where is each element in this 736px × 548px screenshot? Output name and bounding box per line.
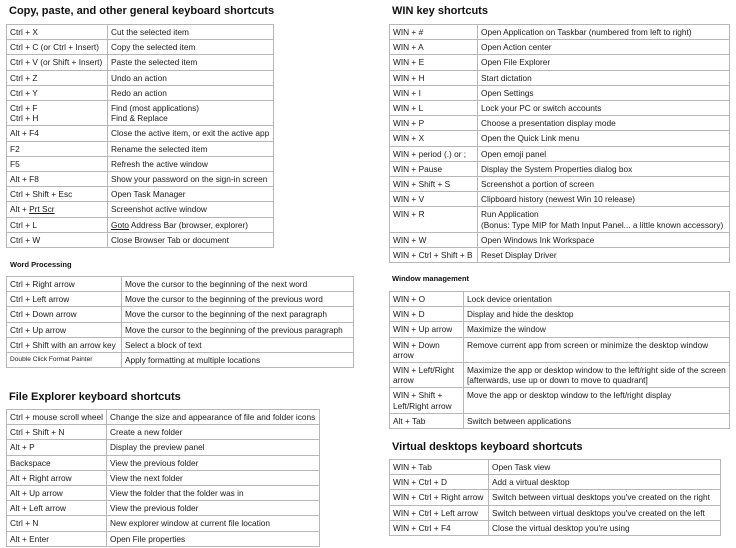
table-row <box>7 70 274 85</box>
shortcut-action <box>108 101 274 126</box>
shortcut-action: Rename the selected item <box>108 141 274 156</box>
shortcut-action: New explorer window at current file location <box>107 516 320 531</box>
shortcut-key: F2 <box>7 141 108 156</box>
shortcut-key: Alt + Left arrow <box>7 501 107 516</box>
shortcut-action: Change the size and appearance of file and folder icons <box>107 410 320 425</box>
table-row <box>390 248 730 263</box>
shortcut-action: Undo an action <box>108 70 274 85</box>
shortcut-key: Ctrl + Z <box>7 70 108 85</box>
table-row <box>390 490 721 505</box>
shortcut-action: Open Task view <box>489 460 721 475</box>
shortcut-key: Alt + P <box>7 440 107 455</box>
shortcut-key: WIN + O <box>390 292 464 307</box>
table-row <box>7 486 320 501</box>
shortcut-key: Ctrl + N <box>7 516 107 531</box>
table-row <box>7 55 274 70</box>
shortcut-action: Open Application on Taskbar (numbered from left to right) <box>478 25 730 40</box>
shortcut-action: Clipboard history (newest Win 10 release) <box>478 192 730 207</box>
shortcut-key: Alt + Up arrow <box>7 486 107 501</box>
table-row <box>390 146 730 161</box>
table-row <box>7 141 274 156</box>
shortcut-action: Display and hide the desktop <box>464 307 730 322</box>
shortcut-key: WIN + L <box>390 101 478 116</box>
shortcut-key: WIN + D <box>390 307 464 322</box>
shortcut-key: WIN + period (.) or ; <box>390 146 478 161</box>
shortcut-key: WIN + W <box>390 232 478 247</box>
shortcut-key: WIN + Left/Right arrow <box>390 363 464 388</box>
shortcut-action: Close the active item, or exit the active app <box>108 126 274 141</box>
table-row <box>7 531 320 546</box>
shortcut-key: Ctrl + Down arrow <box>7 307 122 322</box>
shortcut-action: Move the cursor to the beginning of the previous word <box>122 292 354 307</box>
shortcut-action: Select a block of text <box>122 337 354 352</box>
shortcut-action: Open Task Manager <box>108 187 274 202</box>
table-row <box>390 232 730 247</box>
table-row <box>7 501 320 516</box>
shortcut-action: Screenshot a portion of screen <box>478 177 730 192</box>
table-row <box>7 292 354 307</box>
shortcut-key: WIN + H <box>390 70 478 85</box>
shortcut-action: Open File Explorer <box>478 55 730 70</box>
shortcut-key: WIN + Down arrow <box>390 337 464 362</box>
virtual-desktops-title: Virtual desktops keyboard shortcuts <box>392 441 583 453</box>
table-row <box>7 172 274 187</box>
shortcut-key: WIN + E <box>390 55 478 70</box>
shortcut-key: WIN + Ctrl + F4 <box>390 520 489 535</box>
table-row <box>7 307 354 322</box>
shortcut-key: WIN + Shift + Left/Right arrow <box>390 388 464 413</box>
shortcut-key: WIN + Ctrl + Left arrow <box>390 505 489 520</box>
shortcut-key: Ctrl + V (or Shift + Insert) <box>7 55 108 70</box>
table-row <box>7 156 274 171</box>
shortcut-action: Move the cursor to the beginning of the next paragraph <box>122 307 354 322</box>
shortcut-action: Open Action center <box>478 40 730 55</box>
table-row <box>390 177 730 192</box>
table-row <box>7 337 354 352</box>
word-processing-title: Word Processing <box>10 260 72 269</box>
shortcut-key: Ctrl + Shift with an arrow key <box>7 337 122 352</box>
table-row <box>7 217 274 232</box>
shortcut-key: Ctrl + X <box>7 25 108 40</box>
shortcut-action: View the folder that the folder was in <box>107 486 320 501</box>
shortcut-action: Maximize the window <box>464 322 730 337</box>
table-row <box>390 505 721 520</box>
shortcut-action-line: Find (most applications) <box>111 103 200 114</box>
shortcut-action <box>478 207 730 232</box>
table-row <box>390 388 730 413</box>
shortcut-key: Ctrl + Left arrow <box>7 292 122 307</box>
shortcut-action: Move the cursor to the beginning of the next word <box>122 277 354 292</box>
window-management-title: Window management <box>392 274 470 283</box>
shortcut-action: Open File properties <box>107 531 320 546</box>
table-row <box>7 455 320 470</box>
shortcut-key: WIN + V <box>390 192 478 207</box>
table-row <box>7 516 320 531</box>
table-row <box>390 70 730 85</box>
table-row <box>7 277 354 292</box>
shortcut-action: Open emoji panel <box>478 146 730 161</box>
table-row <box>390 307 730 322</box>
shortcut-key: WIN + Ctrl + D <box>390 475 489 490</box>
shortcut-key: WIN + Shift + S <box>390 177 478 192</box>
shortcut-action: Display the preview panel <box>107 440 320 455</box>
table-row <box>7 25 274 40</box>
table-row <box>390 292 730 307</box>
shortcut-key: Alt + F4 <box>7 126 108 141</box>
table-row <box>390 131 730 146</box>
shortcut-action: Display the System Properties dialog box <box>478 161 730 176</box>
window-management-table <box>389 291 730 429</box>
shortcut-action: View the previous folder <box>107 501 320 516</box>
shortcut-action <box>108 217 274 232</box>
table-row <box>7 126 274 141</box>
shortcut-key: Ctrl + Up arrow <box>7 322 122 337</box>
table-row <box>7 410 320 425</box>
file-explorer-title: File Explorer keyboard shortcuts <box>9 391 181 403</box>
shortcut-action: Close the virtual desktop you're using <box>489 520 721 535</box>
virtual-desktops-table <box>389 459 721 536</box>
shortcut-key-text: Prt Scr <box>29 204 55 215</box>
shortcut-key: Alt + F8 <box>7 172 108 187</box>
shortcut-action: Maximize the app or desktop window to the left/right side of the screen [afterwards, use up or down to move to quadrant] <box>464 363 730 388</box>
shortcut-key: WIN + # <box>390 25 478 40</box>
shortcut-key: WIN + Ctrl + Shift + B <box>390 248 478 263</box>
shortcut-key: Alt + Right arrow <box>7 470 107 485</box>
shortcut-key: F5 <box>7 156 108 171</box>
table-row <box>390 101 730 116</box>
shortcut-key-text: Alt + <box>10 204 30 215</box>
table-row <box>390 337 730 362</box>
win-key-title: WIN key shortcuts <box>392 5 488 17</box>
file-explorer-table <box>6 409 320 547</box>
shortcut-key: Ctrl + Shift + N <box>7 425 107 440</box>
shortcut-action: Lock device orientation <box>464 292 730 307</box>
shortcut-action-line: Find & Replace <box>111 113 168 124</box>
shortcut-action: Add a virtual desktop <box>489 475 721 490</box>
word-processing-table <box>6 276 354 368</box>
shortcut-key: Alt + Enter <box>7 531 107 546</box>
shortcut-action: Refresh the active window <box>108 156 274 171</box>
table-row <box>7 470 320 485</box>
table-row <box>7 440 320 455</box>
general-shortcuts-title: Copy, paste, and other general keyboard shortcuts <box>9 5 275 17</box>
table-row <box>390 85 730 100</box>
table-row <box>7 322 354 337</box>
shortcut-action: Cut the selected item <box>108 25 274 40</box>
shortcut-action: Start dictation <box>478 70 730 85</box>
shortcut-key: Ctrl + C (or Ctrl + Insert) <box>7 40 108 55</box>
shortcut-key: WIN + I <box>390 85 478 100</box>
shortcut-key: WIN + Up arrow <box>390 322 464 337</box>
shortcut-key: WIN + X <box>390 131 478 146</box>
shortcut-action: Switch between applications <box>464 413 730 428</box>
table-row <box>390 192 730 207</box>
shortcut-key: Ctrl + Shift + Esc <box>7 187 108 202</box>
table-row <box>390 116 730 131</box>
table-row <box>390 363 730 388</box>
shortcut-key <box>7 202 108 217</box>
shortcut-key: Ctrl + Y <box>7 85 108 100</box>
shortcut-key: Double Click Format Painter <box>7 353 122 368</box>
shortcut-action: Move the cursor to the beginning of the previous paragraph <box>122 322 354 337</box>
shortcut-action: Redo an action <box>108 85 274 100</box>
shortcut-action: Paste the selected item <box>108 55 274 70</box>
shortcut-action-line: (Bonus: Type MIP for Math Input Panel... a little known accessory) <box>481 219 724 230</box>
shortcut-key: Ctrl + W <box>7 232 108 247</box>
shortcut-action-text: Goto <box>111 219 129 230</box>
table-row <box>390 161 730 176</box>
shortcut-action: View the previous folder <box>107 455 320 470</box>
shortcut-action: Remove current app from screen or minimize the desktop window <box>464 337 730 362</box>
shortcut-action: Reset Display Driver <box>478 248 730 263</box>
shortcut-action: Open the Quick Link menu <box>478 131 730 146</box>
win-key-table <box>389 24 730 263</box>
shortcut-key: WIN + Tab <box>390 460 489 475</box>
table-row <box>7 85 274 100</box>
shortcut-key: Ctrl + mouse scroll wheel <box>7 410 107 425</box>
shortcut-action: Lock your PC or switch accounts <box>478 101 730 116</box>
table-row <box>7 202 274 217</box>
table-row <box>7 40 274 55</box>
shortcut-key-line: Ctrl + H <box>10 113 39 124</box>
shortcut-key: WIN + A <box>390 40 478 55</box>
table-row <box>7 101 274 126</box>
shortcut-action-text: Address Bar (browser, explorer) <box>129 219 248 230</box>
shortcut-action: Open Settings <box>478 85 730 100</box>
table-row <box>7 425 320 440</box>
table-row <box>390 322 730 337</box>
shortcut-key: Alt + Tab <box>390 413 464 428</box>
shortcut-key-line: Ctrl + F <box>10 103 38 114</box>
shortcut-key: WIN + Ctrl + Right arrow <box>390 490 489 505</box>
shortcut-action: Copy the selected item <box>108 40 274 55</box>
shortcut-action: Switch between virtual desktops you've created on the right <box>489 490 721 505</box>
shortcut-action: Close Browser Tab or document <box>108 232 274 247</box>
shortcut-key: Ctrl + Right arrow <box>7 277 122 292</box>
table-row <box>390 25 730 40</box>
shortcut-key <box>7 101 108 126</box>
table-row <box>390 520 721 535</box>
shortcut-key: Ctrl + L <box>7 217 108 232</box>
shortcut-action-line: Run Application <box>481 209 539 220</box>
table-row <box>390 460 721 475</box>
table-row <box>390 475 721 490</box>
general-shortcuts-table <box>6 24 274 248</box>
shortcut-action: Create a new folder <box>107 425 320 440</box>
table-row <box>7 232 274 247</box>
table-row <box>390 207 730 232</box>
shortcut-key: WIN + P <box>390 116 478 131</box>
shortcut-key: Backspace <box>7 455 107 470</box>
shortcut-action: Move the app or desktop window to the left/right display <box>464 388 730 413</box>
shortcut-action: Switch between virtual desktops you've created on the left <box>489 505 721 520</box>
table-row <box>7 353 354 368</box>
table-row <box>7 187 274 202</box>
shortcut-key: WIN + R <box>390 207 478 232</box>
table-row <box>390 55 730 70</box>
shortcut-action: View the next folder <box>107 470 320 485</box>
table-row <box>390 40 730 55</box>
shortcut-action: Open Windows Ink Workspace <box>478 232 730 247</box>
table-row <box>390 413 730 428</box>
shortcut-action: Apply formatting at multiple locations <box>122 353 354 368</box>
shortcut-action: Show your password on the sign-in screen <box>108 172 274 187</box>
shortcut-action: Screenshot active window <box>108 202 274 217</box>
shortcut-action: Choose a presentation display mode <box>478 116 730 131</box>
shortcut-key: WIN + Pause <box>390 161 478 176</box>
